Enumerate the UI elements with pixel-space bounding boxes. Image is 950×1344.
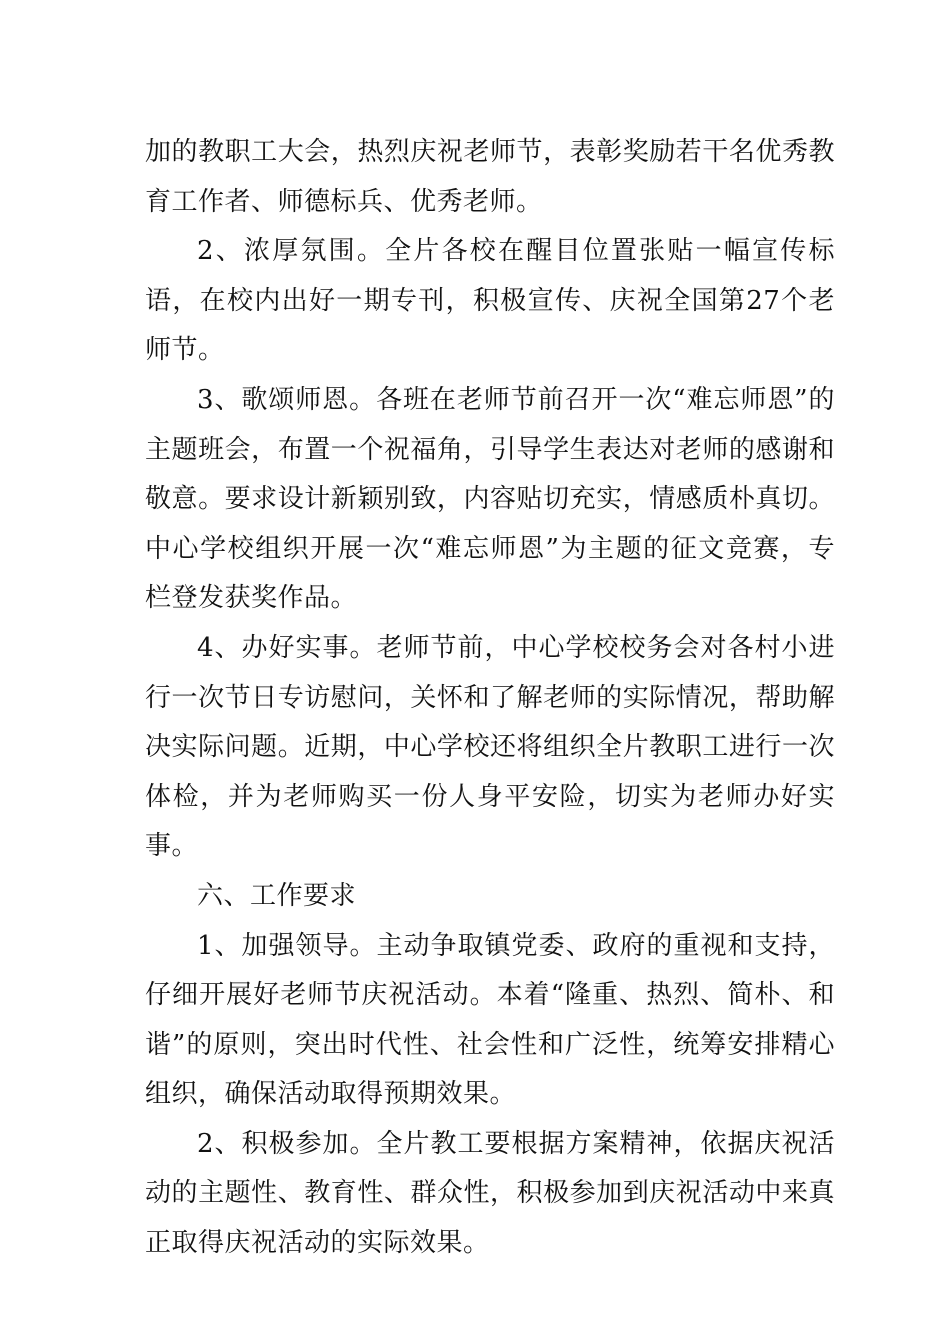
paragraph-item-3: 3、歌颂师恩。各班在老师节前召开一次“难忘师恩”的主题班会，布置一个祝福角，引导学生表达对老师的感谢和敬意。要求设计新颖别致，内容贴切充实，情感质朴真切。中心学校组织开展一次“难忘师恩”为主题的征文竞赛，专栏登发获奖作品。 (145, 384, 835, 614)
paragraph-item-4: 4、办好实事。老师节前，中心学校校务会对各村小进行一次节日专访慰问，关怀和了解老师的实际情况，帮助解决实际问题。近期，中心学校还将组织全片教职工进行一次体检，并为老师购买一份人身平安险，切实为老师办好实事。 (145, 632, 835, 862)
document-body (145, 128, 835, 1269)
section-heading-work-requirements: 六、工作要求 (197, 880, 357, 911)
paragraph-requirement-1: 1、加强领导。主动争取镇党委、政府的重视和支持，仔细开展好老师节庆祝活动。本着“隆重、热烈、简朴、和谐”的原则，突出时代性、社会性和广泛性，统筹安排精心组织，确保活动取得预期效果。 (145, 930, 835, 1110)
paragraph-item-2: 2、浓厚氛围。全片各校在醒目位置张贴一幅宣传标语，在校内出好一期专刊，积极宣传、庆祝全国第27个老师节。 (145, 236, 835, 366)
paragraph-continuation: 加的教职工大会，热烈庆祝老师节，表彰奖励若干名优秀教育工作者、师德标兵、优秀老师。 (145, 137, 835, 217)
paragraph-requirement-2: 2、积极参加。全片教工要根据方案精神，依据庆祝活动的主题性、教育性、群众性，积极参加到庆祝活动中来真正取得庆祝活动的实际效果。 (145, 1128, 835, 1259)
